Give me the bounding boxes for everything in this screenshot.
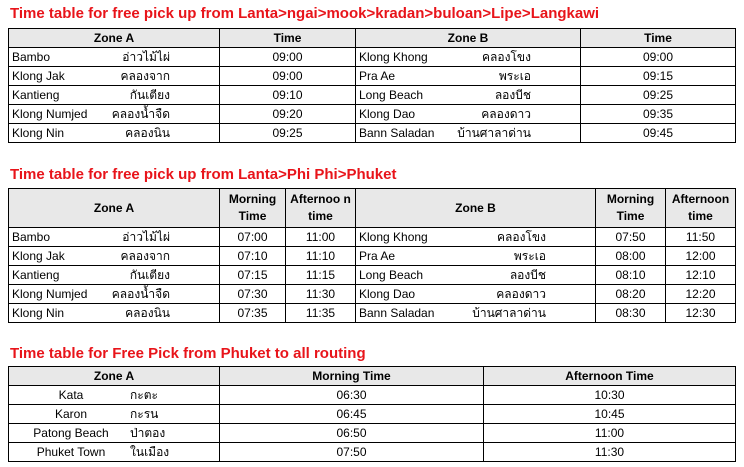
zone-b-cell-content <box>359 229 592 245</box>
morning-time-cell: 08:20 <box>596 285 666 304</box>
location-thai-name: คลองจาก <box>120 249 170 263</box>
zone-a-cell <box>9 443 220 462</box>
afternoon-time-cell: 12:10 <box>666 266 736 285</box>
morning-time-cell: 06:50 <box>220 424 484 443</box>
location-name: Patong Beach <box>33 426 109 440</box>
location-name: Kantieng <box>12 268 60 282</box>
morning-time-cell: 08:30 <box>596 304 666 323</box>
zone-a-cell <box>9 228 220 247</box>
location-thai-name: อ่าวไม้ไผ่ <box>122 230 170 244</box>
zone-b-cell-content <box>359 87 577 103</box>
zone-a-cell-content <box>12 87 216 103</box>
zone-a-cell-content <box>12 267 216 283</box>
zone-a-cell <box>9 124 220 143</box>
zone-a-cell-content <box>12 406 216 422</box>
location-thai-name: ในเมือง <box>130 445 170 459</box>
afternoon-time-cell: 12:30 <box>666 304 736 323</box>
location-name: Klong Jak <box>12 69 65 83</box>
zone-a-cell <box>9 285 220 304</box>
table-row <box>9 48 736 67</box>
timetable-phuket <box>8 188 736 323</box>
location-name: Kata <box>58 388 84 402</box>
zone-a-cell-content <box>12 444 216 460</box>
morning-time-cell: 07:15 <box>220 266 286 285</box>
location-name: Klong Dao <box>359 107 416 121</box>
zone-b-cell-content <box>359 68 577 84</box>
morning-time-cell: 08:00 <box>596 247 666 266</box>
morning-time-cell: 07:35 <box>220 304 286 323</box>
location-name: Karon <box>54 407 88 421</box>
zone-a-cell-content <box>12 425 216 441</box>
zone-b-cell <box>356 105 581 124</box>
afternoon-time-cell: 10:45 <box>484 405 736 424</box>
time-cell: 09:15 <box>581 67 736 86</box>
zone-b-cell <box>356 285 596 304</box>
location-thai-name: คลองดาว <box>496 287 546 301</box>
location-name: Klong Numjed <box>12 287 88 301</box>
zone-b-cell <box>356 247 596 266</box>
morning-time-cell: 08:10 <box>596 266 666 285</box>
location-thai-name: กันเตียง <box>129 268 170 282</box>
location-thai-name: บ้านศาลาด่าน <box>457 126 531 140</box>
zone-a-cell-content <box>12 106 216 122</box>
section3-title: Time table for Free Pick from Phuket to all routing <box>10 345 366 362</box>
header-row <box>9 189 736 228</box>
zone-a-cell <box>9 304 220 323</box>
zone-a-header: Zone A <box>9 29 220 48</box>
zone-a-cell <box>9 247 220 266</box>
location-name: Kantieng <box>12 88 60 102</box>
zone-b-cell-content <box>359 286 592 302</box>
zone-a-cell <box>9 67 220 86</box>
zone-a-cell-content <box>12 248 216 264</box>
morning-time-cell: 06:30 <box>220 386 484 405</box>
location-name: Long Beach <box>359 268 424 282</box>
afternoon-time-cell: 11:00 <box>286 228 356 247</box>
zone-b-cell <box>356 266 596 285</box>
afternoon-time-cell: 11:30 <box>286 285 356 304</box>
zone-b-cell <box>356 48 581 67</box>
section1-title: Time table for free pick up from Lanta>ngai>mook>kradan>buloan>Lipe>Langkawi <box>10 5 600 22</box>
afternoon-b-header: Afternoon time <box>666 189 736 228</box>
location-name: Pra Ae <box>359 69 396 83</box>
location-thai-name: กะรน <box>130 407 159 421</box>
location-name: Bambo <box>12 50 51 64</box>
location-thai-name: ลองบีช <box>494 88 531 102</box>
location-thai-name: ลองบีช <box>509 268 546 282</box>
location-thai-name: อ่าวไม้ไผ่ <box>122 50 170 64</box>
morning-time-cell: 06:45 <box>220 405 484 424</box>
location-thai-name: พระเอ <box>498 69 531 83</box>
zone-b-cell-content <box>359 106 577 122</box>
header-row <box>9 367 736 386</box>
location-thai-name: คลองโขง <box>482 50 531 64</box>
zone-b-cell <box>356 124 581 143</box>
zone-a-cell-content <box>12 305 216 321</box>
zone-b-header: Zone B <box>356 189 596 228</box>
morning-time-cell: 07:00 <box>220 228 286 247</box>
time-b-header: Time <box>581 29 736 48</box>
location-thai-name: บ้านศาลาด่าน <box>472 306 546 320</box>
zone-b-cell-content <box>359 267 592 283</box>
location-thai-name: คลองโขง <box>497 230 546 244</box>
location-name: Klong Jak <box>12 249 65 263</box>
location-name: Klong Dao <box>359 287 416 301</box>
zone-a-cell-content <box>12 68 216 84</box>
time-cell: 09:20 <box>220 105 356 124</box>
location-name: Klong Nin <box>12 126 65 140</box>
location-thai-name: คลองนิน <box>125 126 170 140</box>
table-row <box>9 386 736 405</box>
morning-time-cell: 07:50 <box>596 228 666 247</box>
morning-time-cell: 07:50 <box>220 443 484 462</box>
afternoon-time-cell: 11:10 <box>286 247 356 266</box>
morning-time-cell: 07:10 <box>220 247 286 266</box>
table-row <box>9 67 736 86</box>
afternoon-time-cell: 11:50 <box>666 228 736 247</box>
time-a-header: Time <box>220 29 356 48</box>
location-thai-name: กะตะ <box>130 388 158 402</box>
header-row <box>9 29 736 48</box>
location-thai-name: คลองนิน <box>125 306 170 320</box>
location-name: Klong Numjed <box>12 107 88 121</box>
table-row <box>9 266 736 285</box>
location-name: Bann Saladan <box>359 126 435 140</box>
zone-a-cell <box>9 86 220 105</box>
zone-a-header: Zone A <box>9 367 220 386</box>
afternoon-time-cell: 12:20 <box>666 285 736 304</box>
location-thai-name: คลองน้ำจืด <box>111 107 170 121</box>
zone-a-cell <box>9 424 220 443</box>
location-name: Klong Nin <box>12 306 65 320</box>
location-thai-name: คลองน้ำจืด <box>111 287 170 301</box>
afternoon-time-cell: 11:35 <box>286 304 356 323</box>
location-thai-name: คลองดาว <box>481 107 531 121</box>
location-name: Phuket Town <box>36 445 106 459</box>
afternoon-time-cell: 11:30 <box>484 443 736 462</box>
zone-a-cell <box>9 266 220 285</box>
zone-a-cell-content <box>12 229 216 245</box>
table-row <box>9 285 736 304</box>
section2-title: Time table for free pick up from Lanta>Phi Phi>Phuket <box>10 166 397 183</box>
location-name: Pra Ae <box>359 249 396 263</box>
location-thai-name: คลองจาก <box>120 69 170 83</box>
time-cell: 09:00 <box>220 67 356 86</box>
zone-b-cell-content <box>359 305 592 321</box>
zone-a-cell <box>9 405 220 424</box>
time-cell: 09:25 <box>581 86 736 105</box>
table-row <box>9 105 736 124</box>
table-row <box>9 304 736 323</box>
location-thai-name: พระเอ <box>513 249 546 263</box>
afternoon-time-cell: 12:00 <box>666 247 736 266</box>
zone-b-cell <box>356 86 581 105</box>
zone-a-cell-content <box>12 286 216 302</box>
location-name: Bann Saladan <box>359 306 435 320</box>
table-row <box>9 443 736 462</box>
zone-b-cell <box>356 67 581 86</box>
time-cell: 09:00 <box>581 48 736 67</box>
morning-b-header: Morning Time <box>596 189 666 228</box>
time-cell: 09:00 <box>220 48 356 67</box>
table-row <box>9 124 736 143</box>
zone-a-cell-content <box>12 387 216 403</box>
zone-a-cell <box>9 386 220 405</box>
zone-a-cell <box>9 48 220 67</box>
time-cell: 09:25 <box>220 124 356 143</box>
morning-a-header: Morning Time <box>220 189 286 228</box>
zone-b-cell-content <box>359 125 577 141</box>
location-name: Bambo <box>12 230 51 244</box>
time-cell: 09:35 <box>581 105 736 124</box>
afternoon-a-header: Afternoo n time <box>286 189 356 228</box>
time-cell: 09:45 <box>581 124 736 143</box>
timetable-langkawi <box>8 28 736 143</box>
location-name: Long Beach <box>359 88 424 102</box>
afternoon-time-cell: 11:15 <box>286 266 356 285</box>
zone-b-header: Zone B <box>356 29 581 48</box>
location-thai-name: ป่าตอง <box>130 426 166 440</box>
afternoon-header: Afternoon Time <box>484 367 736 386</box>
table-row <box>9 424 736 443</box>
zone-a-header: Zone A <box>9 189 220 228</box>
location-name: Klong Khong <box>359 230 428 244</box>
time-cell: 09:10 <box>220 86 356 105</box>
zone-b-cell <box>356 304 596 323</box>
table-row <box>9 247 736 266</box>
zone-b-cell-content <box>359 49 577 65</box>
zone-b-cell <box>356 228 596 247</box>
afternoon-time-cell: 11:00 <box>484 424 736 443</box>
timetable-from-phuket <box>8 366 736 462</box>
table-row <box>9 86 736 105</box>
morning-header: Morning Time <box>220 367 484 386</box>
morning-time-cell: 07:30 <box>220 285 286 304</box>
location-name: Klong Khong <box>359 50 428 64</box>
table-row <box>9 228 736 247</box>
zone-a-cell-content <box>12 49 216 65</box>
table-row <box>9 405 736 424</box>
afternoon-time-cell: 10:30 <box>484 386 736 405</box>
location-thai-name: กันเตียง <box>129 88 170 102</box>
zone-a-cell <box>9 105 220 124</box>
zone-b-cell-content <box>359 248 592 264</box>
zone-a-cell-content <box>12 125 216 141</box>
